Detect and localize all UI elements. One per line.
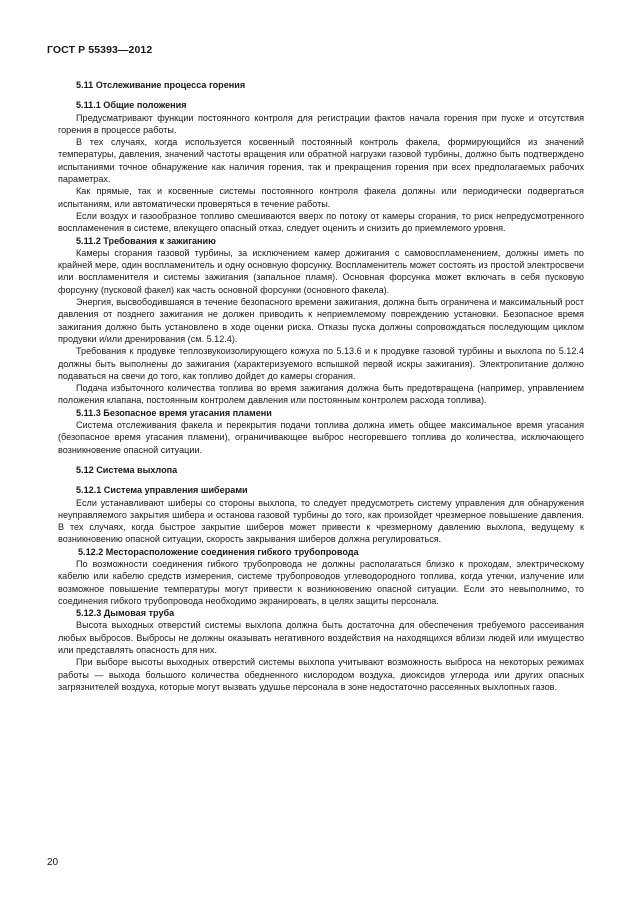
page-number: 20 [47,857,59,868]
page-body [58,79,584,693]
paragraph: Камеры сгорания газовой турбины, за исключением камер дожигания с самовоспламенением, должны иметь по крайней мере, один воспламенитель и одну основную форсунку. Воспламенитель может состоять из простой электросвечи или воспламенителя и системы зажигания (запальное пламя). Основная форсунка может включать в себя пусковую форсунку (пусковой факел) как часть основной форсунки (основного факела). [58,247,584,295]
paragraph: При выборе высоты выходных отверстий системы выхлопа учитывают возможность выброса на некоторых режимах работы — выхода большого количества обедненного кислородом воздуха, диоксидов углерода или других опасных загрязнителей воздуха, которые могут вызвать удушье персонала в зоне недостаточно рассеянных выхлопных газов. [58,657,584,692]
paragraph: Если воздух и газообразное топливо смешиваются вверх по потоку от камеры сгорания, то риск непредусмотренного воспламенения в системе, влекущего опасный отказ, следует оценить и снизить до приемлемого уровня. [58,210,584,234]
section-title-5-11-3: 5.11.3 Безопасное время угасания пламени [76,407,272,418]
paragraph: Как прямые, так и косвенные системы постоянного контроля факела должны или периодически подвергаться испытаниям, или автоматически проверяться в течение работы. [58,186,584,209]
paragraph: Система отслеживания факела и перекрытия подачи топлива должна иметь общее максимальное время угасания (безопасное время угасания пламени), ограничивающее выброс несгоревшего топлива до количества, исключающего возникновение опасной ситуации. [58,420,584,455]
section-title-5-11: 5.11 Отслеживание процесса горения [76,80,246,90]
paragraph: Требования к продувке теплозвукоизолирующего кожуха по 5.13.6 и к продувке газовой турбины и выхлопа по 5.12.4 должны быть выполнены до зажигания (характеризуемого вспышкой первой искры зажигания). Электропитание должно подаваться на свечи до того, как топливо дойдет до камеры сгорания. [58,346,584,381]
document-code: ГОСТ Р 55393—2012 [47,44,153,56]
section-title-5-12-1: 5.12.1 Система управления шиберами [76,485,248,496]
paragraph: Подача избыточного количества топлива во время зажигания должна быть предотвращена (например, управлением положения клапана, постоянным контролем давления или постоянным контролем расхода топлива). [58,383,584,406]
paragraph: В тех случаях, когда используется косвенный постоянный контроль факела, формирующийся из значений температуры, давления, значений частоты вращения или обратной нагрузки газовой турбины, должно быть подтверждено испытаниями точное обнаружение как наличия горения, так и прекращения горения при всех предполагаемых рабочих параметрах. [58,137,584,185]
section-title-5-11-1: 5.11.1 Общие положения [76,100,187,111]
paragraph: Энергия, высвободившаяся в течение безопасного времени зажигания, должна быть ограничена и максимальный рост давления от позднего зажигания не должен приводить к неприемлемому повреждению установки. Безопасное время зажигания должно быть установлено в ходе оценки риска. Отказы пуска должны сопровождаться последующим циклом продувки и/или дренирования (см. 5.12.4). [58,297,584,344]
section-title-5-12-3: 5.12.3 Дымовая труба [76,608,175,619]
paragraph: Предусматривают функции постоянного контроля для регистрации фактов начала горения при пуске и отсутствия горения в процессе работы. [58,112,584,135]
section-title-5-12-2: 5.12.2 Месторасположение соединения гибкого трубопровода [78,546,359,557]
paragraph: Если устанавливают шиберы со стороны выхлопа, то следует предусмотреть систему управления для обнаружения неуправляемого закрытия шибера и останова газовой турбины до того, как произойдет чрезмерное повышение давления. В тех случаях, когда быстрое закрытие шиберов может привести к чрезмерному давлению выхлопа, ведущему к возникновению опасной ситуации, скорость закрывания шиберов должна регулироваться. [58,497,584,545]
paragraph: Высота выходных отверстий системы выхлопа должна быть достаточна для обеспечения требуемого рассеивания любых выбросов. Выбросы не должны оказывать негативного воздействия на находящихся вблизи людей или имущество или представлять опасность для них. [58,620,584,656]
section-title-5-12: 5.12 Система выхлопа [76,464,178,475]
paragraph: По возможности соединения гибкого трубопровода не должны располагаться близко к проходам, электрическому кабелю или кабелю средств измерения, системе трубопроводов углеводородного топлива, когда утечки, излучение или возможное повышение температуры могут привести к возникновению опасной ситуации. Если это невыполнимо, то соединения гибкого трубопровода необходимо экранировать, в целях защиты персонала. [58,558,584,606]
section-title-5-11-2: 5.11.2 Требования к зажиганию [76,235,216,246]
